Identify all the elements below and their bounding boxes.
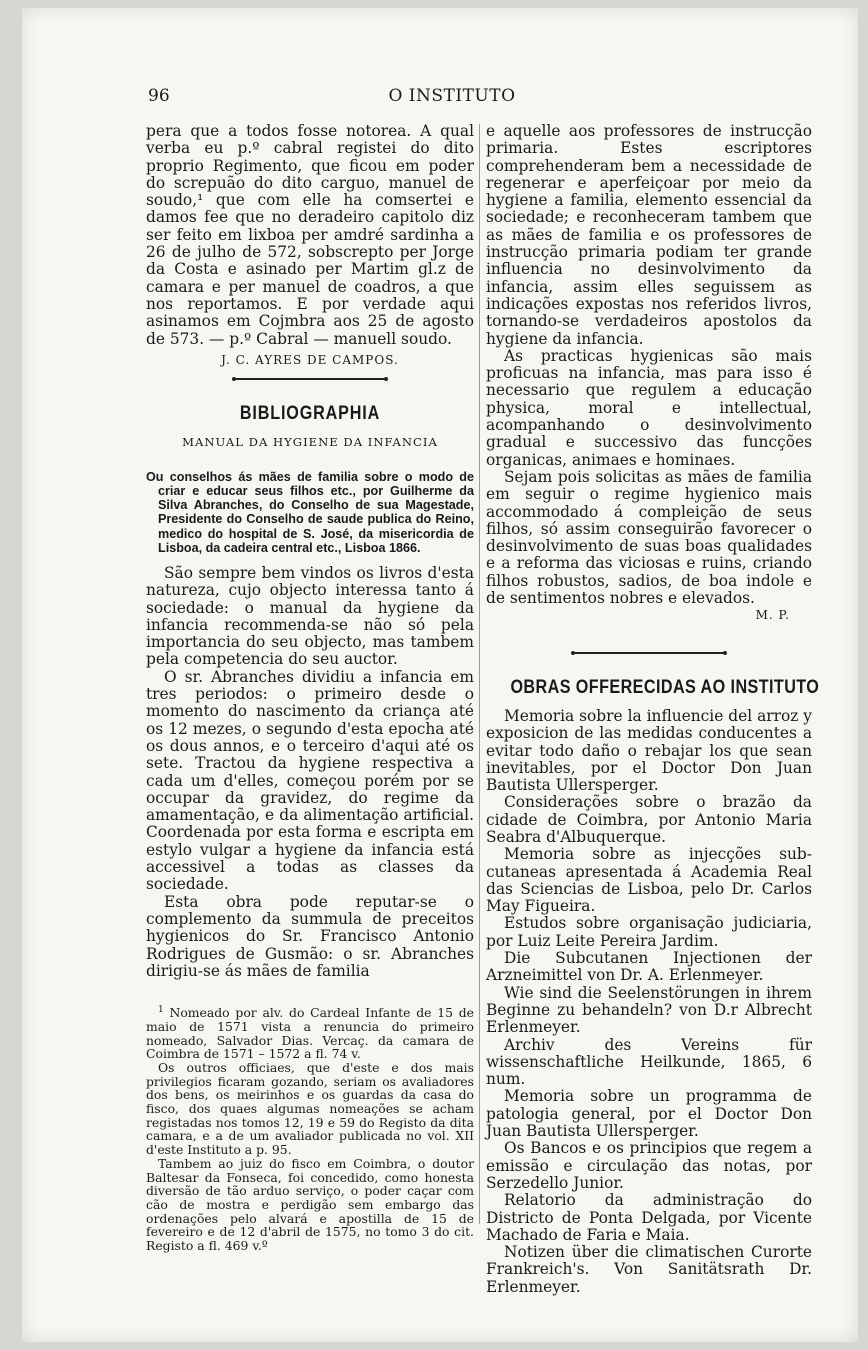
list-item: Memoria sobre la influencie del arroz y exposicion de las medidas conducentes a evitar todo daño o rebajar los que sean inevitables, por el Doctor Don Juan Bautista Ullersperger. xyxy=(486,706,812,795)
footnote-paragraph: Os outros officiaes, que d'este e dos mais privilegios ficaram gozando, seriam os avaliadores dos bens, os meirinhos e os guardas da casa do fisco, dos quaes algumas nomeações se acham registadas nos tomos 12, 19 e 59 do Registo da dita camara, e a de um avaliador publicada no vol. XII d'este Instituto a p. 95. xyxy=(146,1059,474,1158)
review-paragraph: e aquelle aos professores de instrucção primaria. Estes escriptores comprehenderam bem a necessidade de regenerar e aperfeiçoar por meio da hygiene a familia, elemento essencial da sociedade; e reconheceram tambem que as mães de familia e os professores de instrucção primaria podiam ter grande influencia no desinvolvimento da infancia, assim elles seguissem as indicações expostas nos referidos livros, tornando-se verdadeiros apostolos da hygiene da infancia. xyxy=(486,122,812,348)
review-paragraph: O sr. Abranches dividiu a infancia em tres periodos: o primeiro desde o momento do nascimento da criança até os 12 mezes, o segundo d'esta epocha até os dous annos, e o terceiro d'aqui até os sete. Tractou da hygiene respectiva a cada um d'elles, começou porém por se occupar da gravidez, do regime da amamentação, e da alimentação artificial. Coordenada por esta forma e escripta em estylo vulgar a hygiene da infancia está accessivel a todas as classes da sociedade. xyxy=(146,667,474,894)
section-divider xyxy=(486,643,812,663)
document-page xyxy=(22,8,858,1342)
list-item: Estudos sobre organisação judiciaria, por Luiz Leite Pereira Jardim. xyxy=(486,914,812,950)
running-head xyxy=(22,82,858,108)
right-column xyxy=(486,122,820,1296)
column-divider xyxy=(479,124,480,1224)
review-paragraph: Sejam pois solicitas as mães de familia em seguir o regime hygienico mais accommodado á compleição de seus filhos, só assim conseguirão favorecer o desinvolvimento de suas boas qualidades e a reforma das viciosas e ruins, criando filhos robustos, sadios, de boa indole e de sentimentos nobres e elevados. xyxy=(486,467,812,608)
list-item: Memoria sobre as injecções sub-cutaneas apresentada á Academia Real das Sciencias de Lisboa, pelo Dr. Carlos May Figueira. xyxy=(486,845,812,916)
list-item: Os Bancos e os principios que regem a emissão e circulação das notas, por Serzedello Junior. xyxy=(486,1139,812,1192)
section-divider xyxy=(146,369,474,389)
list-item: Archiv des Vereins für wissenschaftliche Heilkunde, 1865, 6 num. xyxy=(486,1035,812,1089)
list-item: Die Subcutanen Injectionen der Arzneimittel von Dr. A. Erlenmeyer. xyxy=(486,949,812,985)
review-paragraph: São sempre bem vindos os livros d'esta natureza, cujo objecto interessa tanto á sociedade: o manual da hygiene da infancia recommenda-se não só pela importancia do seu objecto, mas tambem pela competencia do seu auctor. xyxy=(146,563,474,669)
list-item: Considerações sobre o brazão da cidade de Coimbra, por Antonio Maria Seabra d'Albuquerque. xyxy=(486,793,812,846)
left-column xyxy=(146,123,474,1253)
author-signature: J. C. AYRES DE CAMPOS. xyxy=(221,352,399,367)
offers-heading: OBRAS OFFERECIDAS AO INSTITUTO xyxy=(510,676,820,698)
offers-list xyxy=(486,708,812,1296)
footnote xyxy=(146,1006,474,1253)
book-title: MANUAL DA HYGIENE DA INFANCIA xyxy=(182,435,438,450)
section-heading: BIBLIOGRAPHIA xyxy=(239,403,381,425)
list-item: Notizen über die climatischen Curorte Frankreich's. Von Sanitätsrath Dr. Erlenmeyer. xyxy=(486,1243,812,1296)
list-item: Relatorio da administração do Districto de Ponta Delgada, por Vicente Machado de Faria e Maia. xyxy=(486,1191,812,1244)
review-signature: M. P. xyxy=(755,608,790,623)
footnote-marker: 1 xyxy=(158,1004,164,1015)
list-item: Memoria sobre un programma de patologia general, por el Doctor Don Juan Bautista Ullersperger. xyxy=(486,1087,812,1141)
journal-title: O INSTITUTO xyxy=(388,86,516,106)
list-item: Wie sind die Seelenstörungen in ihrem Beginne zu behandeln? von D.r Albrecht Erlenmeyer. xyxy=(486,983,812,1037)
document-text: pera que a todos fosse notorea. A qual verba eu p.º cabral registei do dito proprio Regimento, que ficou em poder do screpuão do dito carguo, manuel de soudo,¹ que com elle ha comsertei e damos fee que no deradeiro capitolo diz ser feito em lixboa per amdré sardinha a 26 de julho de 572, sobscrepto per Jorge da Costa e asinado per Martim gl.z de camara e per manuel de coadros, a que nos reportamos. E por verdade aqui asinamos em Cojmbra aos 25 de agosto de 573. — p.º Cabral — manuell soudo. xyxy=(146,122,474,348)
review-paragraph: Esta obra pode reputar-se o complemento da summula de preceitos hygienicos do Sr. Francisco Antonio Rodrigues de Gusmão: o sr. Abranches dirigiu-se ás mães de familia xyxy=(146,892,474,980)
book-description: Ou conselhos ás mães de familia sobre o modo de criar e educar seus filhos etc., por Guilherme da Silva Abranches, do Conselho de sua Magestade, Presidente do Conselho de saude publica do Reino, medico do hospital de S. José, da misericordia de Lisboa, da cadeira central etc., Lisboa 1866. xyxy=(146,469,474,555)
footnote-paragraph: Tambem ao juiz do fisco em Coimbra, o doutor Baltesar da Fonseca, foi concedido, como honesta diversão de tão arduo serviço, o poder caçar com cão de mostra e perdigão sem embargo das ordenações pelo alvará e apostilla de 15 de fevereiro e de 12 d'abril de 1575, no tomo 3 do cit. Registo a fl. 469 v.º xyxy=(146,1155,474,1254)
footnote-text: Nomeado por alv. do Cardeal Infante de 15 de maio de 1571 vista a renuncia do primeiro nomeado, Salvador Dias. Vercaç. da camara de Coimbra de 1571 – 1572 a fl. 74 v. xyxy=(146,1005,474,1062)
footnote-paragraph xyxy=(146,1006,474,1061)
page-number: 96 xyxy=(148,86,170,106)
review-paragraph: As practicas hygienicas são mais proficuas na infancia, mas para isso é necessario que regulem a educação physica, moral e intellectual, acompanhando o desinvolvimento gradual e successivo das funcções organicas, animaes e hominaes. xyxy=(486,346,812,469)
